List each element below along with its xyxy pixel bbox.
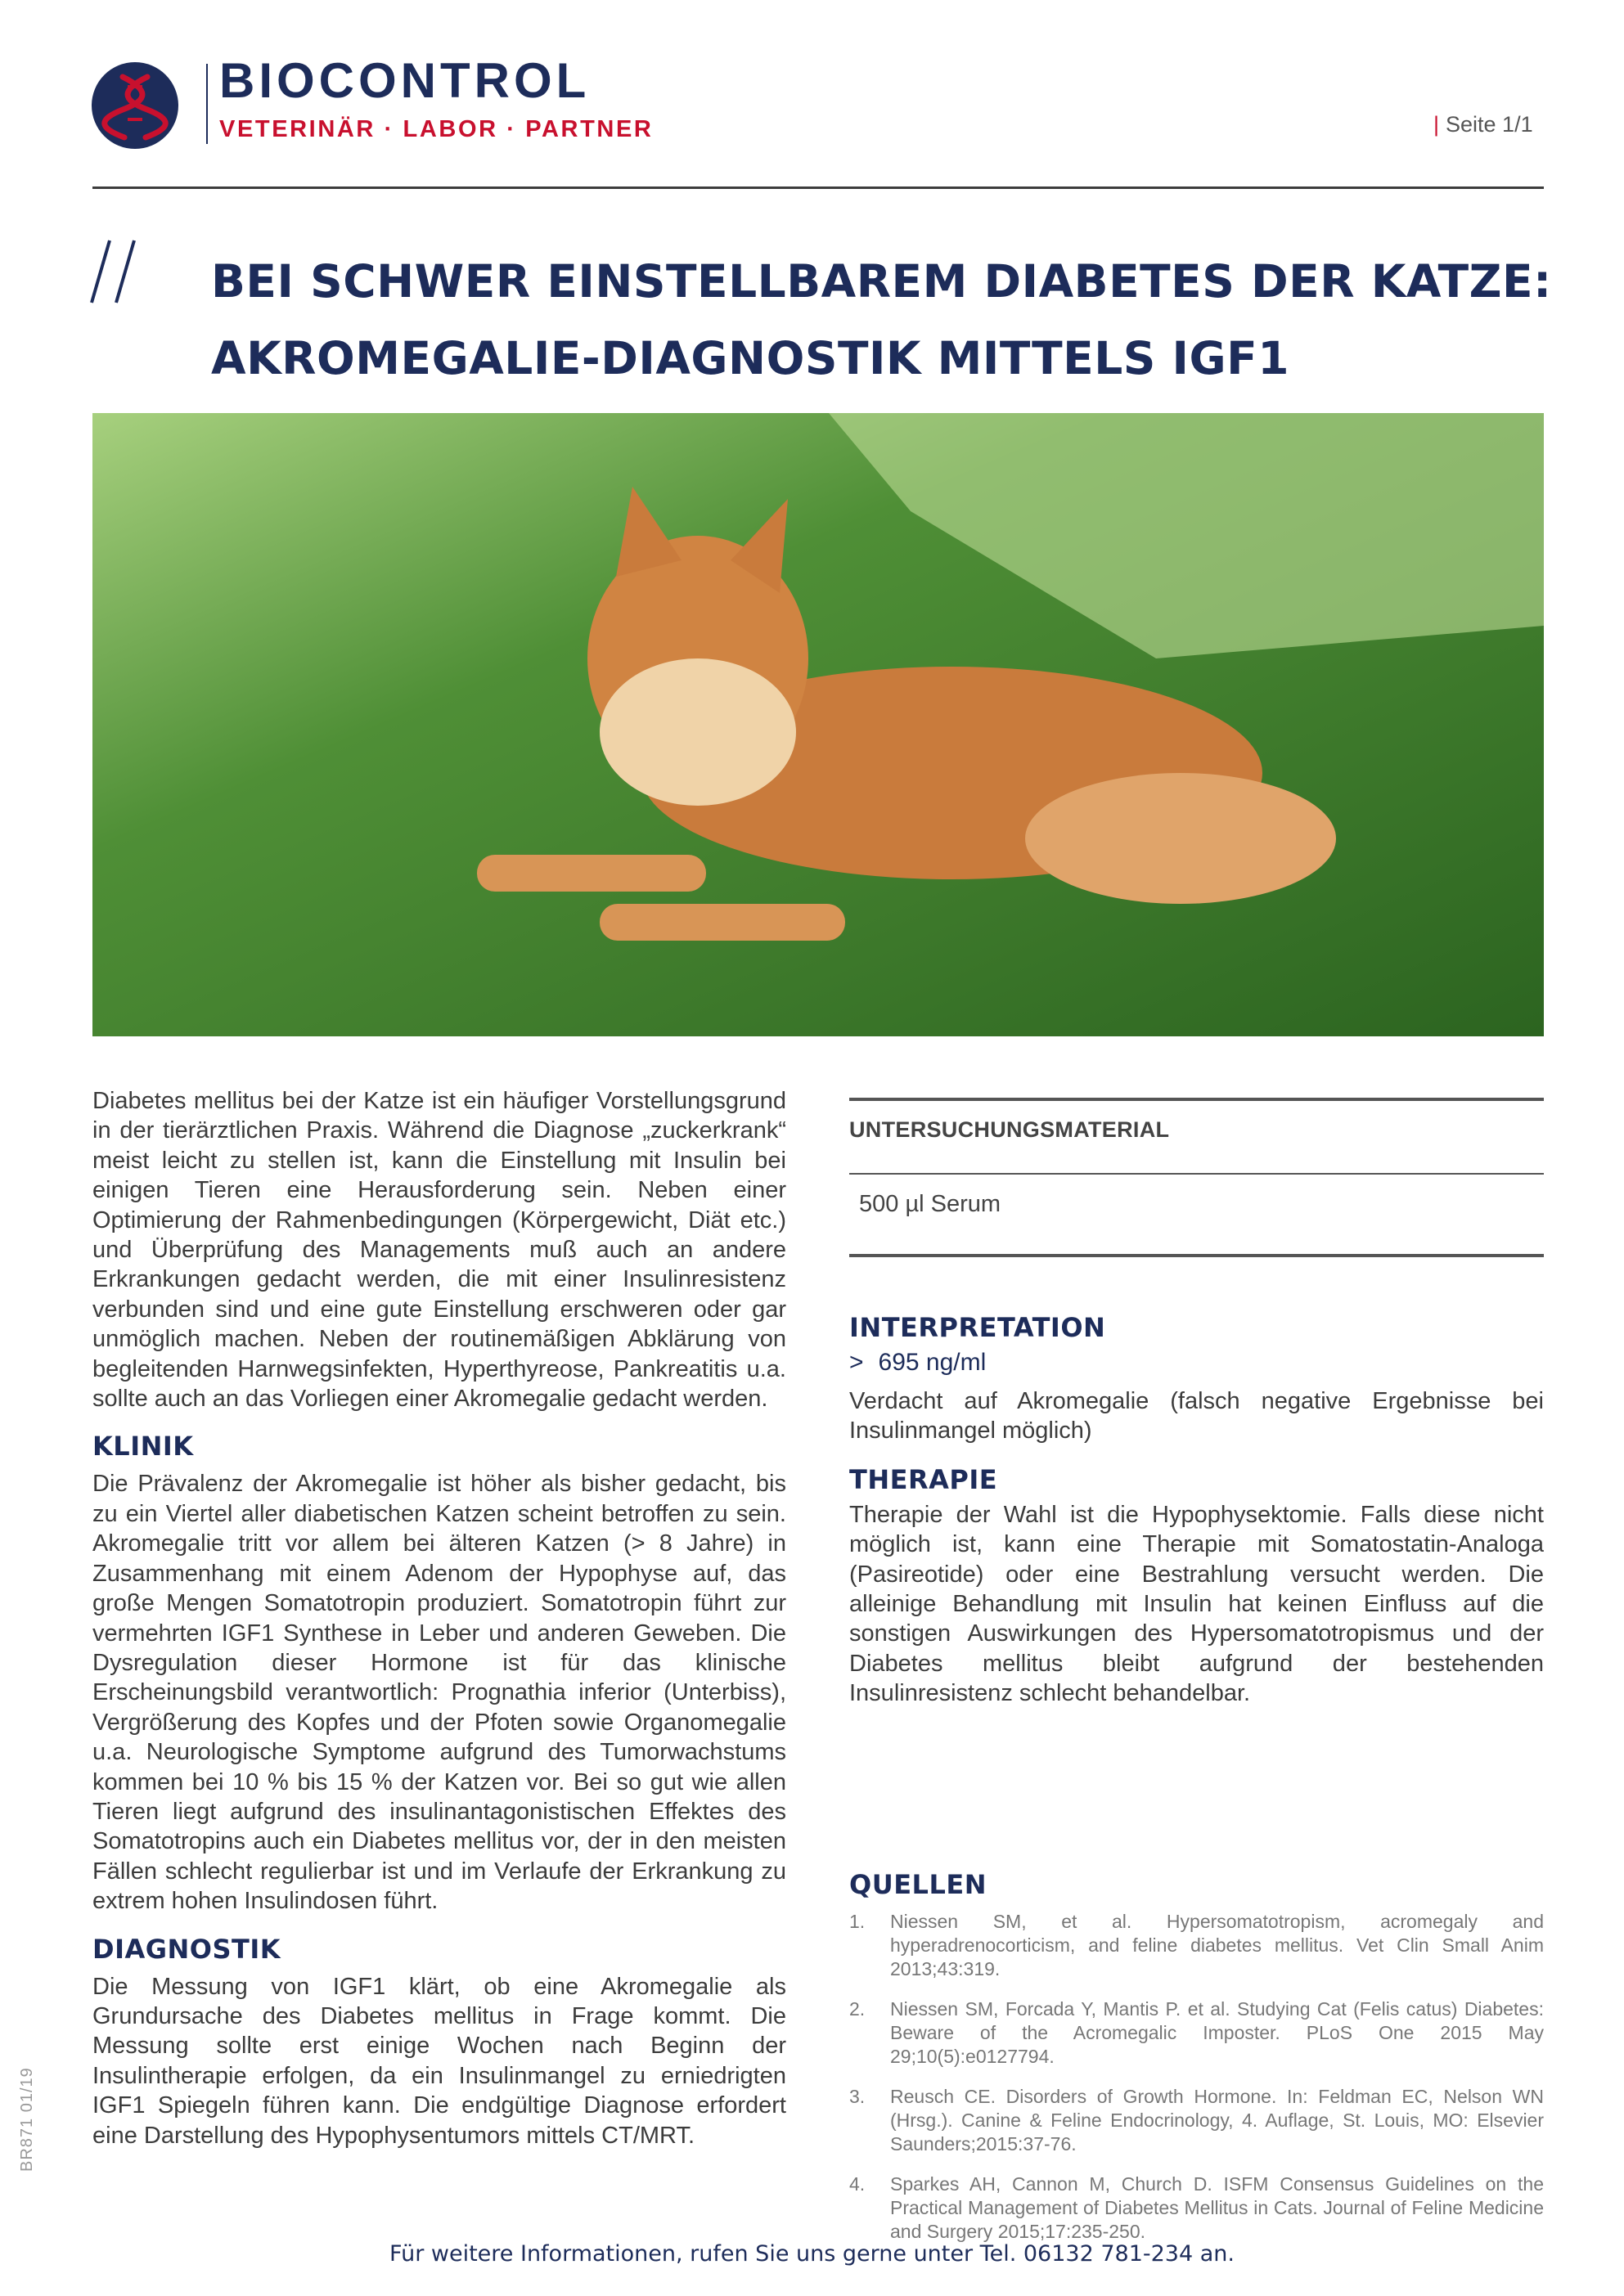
threshold-value: 695 ng/ml bbox=[878, 1349, 987, 1376]
page-title bbox=[211, 243, 1553, 397]
logo-divider bbox=[206, 64, 208, 144]
left-column bbox=[92, 1086, 786, 2150]
therapie-heading: THERAPIE bbox=[849, 1463, 998, 1495]
title-line-2: AKROMEGALIE-DIAGNOSTIK MITTELS IGF1 bbox=[211, 332, 1290, 384]
material-label: UNTERSUCHUNGSMATERIAL bbox=[849, 1117, 1170, 1142]
document-code: BR871 01/19 bbox=[18, 2067, 36, 2172]
interpretation-threshold bbox=[849, 1349, 1544, 1377]
dna-helix-logo-icon bbox=[92, 62, 178, 149]
klinik-paragraph: Die Prävalenz der Akromegalie ist höher als bisher gedacht, bis zu ein Viertel aller diabetischen Katzen scheint betroffen zu sein. Akromegalie tritt vor allem bei älteren Katzen (> 8 Jahre) in Zusammenhang mit einem Adenom der Hypophyse auf, das große Mengen Somatotropin produziert. Somatotropin führt zur vermehrten IGF1 Synthese in Leber und anderen Geweben. Die Dysregulation dieser Hormone ist für das klinische Erscheinungsbild verantwortlich: Prognathia inferior (Unterbiss), Vergrößerung des Kopfes und der Pfoten sowie Organomegalie u.a. Neurologische Symptome aufgrund des Tumorwachstums kommen bei 10 % bis 15 % der Katzen vor. Bei so gut wie allen Tieren liegt aufgrund des insulinantagonistischen Effektes des Somatotropins auch ein Diabetes mellitus vor, der in den meisten Fällen schlecht regulierbar ist und im Verlaufe der Erkrankung zu extrem hohen Insulindosen führt. bbox=[92, 1471, 786, 1915]
threshold-operator: > bbox=[849, 1349, 864, 1376]
interpretation-text: Verdacht auf Akromegalie (falsch negative Ergebnisse bei Insulinmangel möglich) bbox=[849, 1388, 1544, 1445]
reference-item: 2. Niessen SM, Forcada Y, Mantis P. et al. Studying Cat (Felis catus) Diabetes: Beware of the Acromegalic Imposter. PLoS One 2015 May 29;10(5):e0127794. bbox=[849, 1998, 1544, 2067]
footer-contact: Für weitere Informationen, rufen Sie uns gerne unter Tel. 06132 781-234 an. bbox=[389, 2241, 1235, 2267]
double-slash-marker-icon bbox=[87, 237, 144, 306]
reference-item: 1. Niessen SM, et al. Hypersomatotropism, acromegaly and hyperadrenocorticism, and feline diabetes mellitus. Vet Clin Small Anim 2013;43:319. bbox=[849, 1911, 1544, 1979]
quellen-heading: QUELLEN bbox=[849, 1869, 987, 1900]
header-divider bbox=[92, 186, 1544, 189]
reference-item: 3. Reusch CE. Disorders of Growth Hormone. In: Feldman EC, Nelson WN (Hrsg.). Canine & Feline Endocrinology, 4. Auflage, St. Louis, MO: Elsevier Saunders;2015:37-76. bbox=[849, 2086, 1544, 2154]
therapie-paragraph: Therapie der Wahl ist die Hypophysektomie. Falls diese nicht möglich ist, kann eine Therapie mit Somatostatin-Analoga (Pasireotide) oder eine Bestrahlung versucht werden. Die alleinige Behandlung mit Insulin hat keinen Einfluss auf die sonstigen Auswirkungen des Hypersomatotropismus und der Diabetes mellitus bleibt aufgrund der bestehenden Insulinresistenz schlecht behandelbar. bbox=[849, 1501, 1544, 1707]
right-column bbox=[849, 1098, 1544, 1709]
intro-paragraph: Diabetes mellitus bei der Katze ist ein häufiger Vorstellungsgrund in der tierärztlichen Praxis. Während die Diagnose „zuckerkrank“ meist leicht zu stellen ist, kann die Einstellung mit Insulin bei einigen Tieren eine Herausforderung sein. Neben einer Optimierung der Rahmenbedingungen (Körpergewicht, Diät etc.) und Überprüfung des Managements muß auch an andere Erkrankungen gedacht werden, die mit einer Insulinresistenz verbunden sind und eine gute Einstellung erschweren oder gar unmöglich machen. Neben der routinemäßigen Abklärung von begleitenden Harnwegsinfekten, Hyperthyreose, Pankreatitis u.a. sollte auch an das Vorliegen einer Akromegalie gedacht werden. bbox=[92, 1088, 786, 1413]
cat-photo bbox=[92, 413, 1544, 1036]
title-line-1: BEI SCHWER EINSTELLBAREM DIABETES DER KATZE: bbox=[211, 255, 1552, 308]
brand-logo bbox=[92, 62, 178, 149]
interpretation-heading: INTERPRETATION bbox=[849, 1312, 1106, 1343]
cat-on-grass-illustration bbox=[92, 413, 1544, 1036]
material-value: 500 µl Serum bbox=[859, 1191, 1001, 1217]
klinik-heading: KLINIK bbox=[92, 1431, 194, 1463]
page-label: Seite 1/1 bbox=[1446, 112, 1533, 137]
brand-tagline: VETERINÄR · LABOR · PARTNER bbox=[219, 116, 654, 142]
diagnostik-heading: DIAGNOSTIK bbox=[92, 1933, 281, 1965]
reference-item: 4. Sparkes AH, Cannon M, Church D. ISFM Consensus Guidelines on the Practical Management of Diabetes Mellitus in Cats. Journal of Feline Medicine and Surgery 2015;17:235-250. bbox=[849, 2173, 1544, 2242]
page-indicator: | Seite 1/1 bbox=[1433, 112, 1533, 137]
diagnostik-paragraph: Die Messung von IGF1 klärt, ob eine Akromegalie als Grundursache des Diabetes mellitus in Frage kommt. Die Messung sollte erst einige Wochen nach Beginn der Insulintherapie erfolgen, da ein Insulinmangel zu erniedrigten IGF1 Spiegeln führen kann. Die endgültige Diagnose erfordert eine Darstellung des Hypophysentumors mittels CT/MRT. bbox=[92, 1973, 786, 2149]
material-bottom-rule bbox=[849, 1254, 1544, 1257]
brand-name: BIOCONTROL bbox=[219, 53, 591, 108]
references-list bbox=[849, 1910, 1544, 2260]
